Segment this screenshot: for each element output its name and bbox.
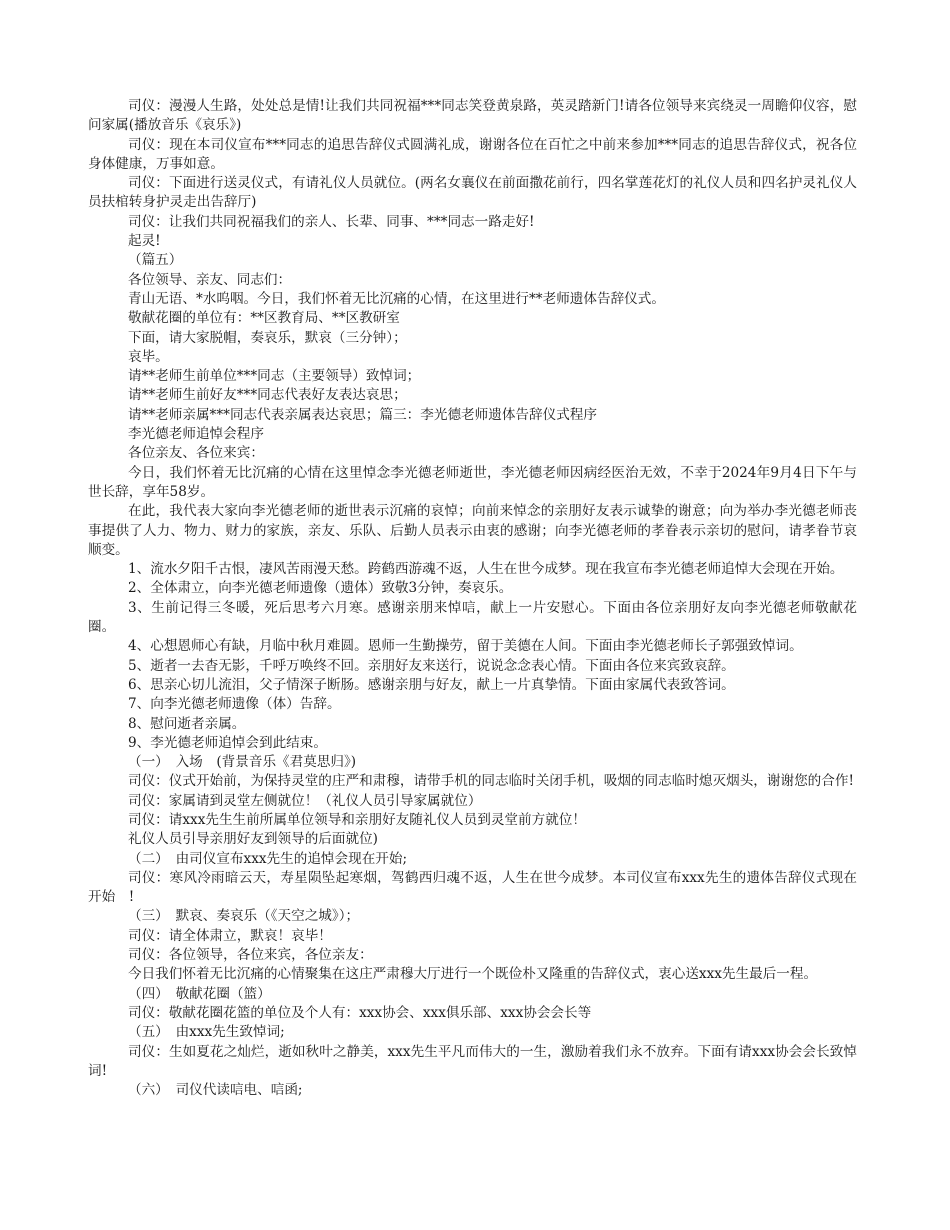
list-item: 6、思亲心切儿流泪，父子情深子断肠。感谢亲朋与好友，献上一片真挚情。下面由家属代表致答词。 bbox=[128, 676, 735, 693]
paragraph: 今日我们怀着无比沉痛的心情聚集在这庄严肃穆大厅进行一个既俭朴又隆重的告辞仪式，衷心送xxx先生最后一程。 bbox=[128, 966, 818, 983]
paragraph: 起灵! bbox=[128, 233, 161, 250]
paragraph: 在此，我代表大家向李光德老师的逝世表示沉痛的哀悼；向前来悼念的亲朋好友表示诚挚的谢意；向为举办李光德老师丧事提供了人力、物力、财力的家族，亲友、乐队、后勤人员表示由衷的感谢；向李光德老师的孝眷表示亲切的慰问，请孝眷节哀顺变。 bbox=[88, 503, 857, 558]
paragraph: 司仪：下面进行送灵仪式，有请礼仪人员就位。(两名女襄仪在前面撒花前行，四名掌莲花灯的礼仪人员和四名护灵礼仪人员扶棺转身护灵走出告辞厅) bbox=[88, 175, 857, 211]
paragraph: 礼仪人员引导亲朋好友到领导的后面就位) bbox=[128, 831, 378, 848]
paragraph: 司仪：漫漫人生路，处处总是情!让我们共同祝福***同志笑登黄泉路，英灵踏新门!请各位领导来宾绕灵一周瞻仰仪容，慰问家属(播放音乐《哀乐》) bbox=[88, 98, 857, 134]
list-item: 7、向李光德老师遗像（体）告辞。 bbox=[128, 696, 341, 713]
list-item: 5、逝者一去杳无影，千呼万唤终不回。亲朋好友来送行，说说念念表心情。下面由各位来宾致哀辞。 bbox=[128, 657, 735, 674]
paragraph: 司仪：各位领导，各位来宾，各位亲友： bbox=[128, 947, 373, 964]
section-heading: （四） 敬献花圈（篮） bbox=[128, 985, 271, 1002]
paragraph: 司仪：仪式开始前，为保持灵堂的庄严和肃穆，请带手机的同志临时关闭手机，吸烟的同志临时熄灭烟头，谢谢您的合作! bbox=[128, 773, 854, 790]
paragraph: 请**老师生前好友***同志代表好友表达哀思； bbox=[128, 387, 407, 404]
paragraph: 今日，我们怀着无比沉痛的心情在这里悼念李光德老师逝世，李光德老师因病经医治无效，不幸于2024年9月4日下午与世长辞，享年58岁。 bbox=[88, 464, 857, 500]
section-heading: （篇五） bbox=[128, 252, 183, 269]
paragraph: 司仪：家属请到灵堂左侧就位！（礼仪人员引导家属就位） bbox=[128, 792, 482, 809]
paragraph: 司仪：请全体肃立，默哀！哀毕！ bbox=[128, 927, 332, 944]
paragraph: 各位亲友、各位来宾： bbox=[128, 445, 264, 462]
list-item: 2、全体肃立，向李光德老师遗像（遗体）致敬3分钟，奏哀乐。 bbox=[128, 580, 513, 597]
paragraph: 请**老师亲属***同志代表亲属表达哀思；篇三：李光德老师遗体告辞仪式程序 bbox=[128, 406, 597, 423]
paragraph: 哀毕。 bbox=[128, 348, 169, 365]
paragraph: 司仪：敬献花圈花篮的单位及个人有：xxx协会、xxx俱乐部、xxx协会会长等 bbox=[128, 1004, 592, 1021]
paragraph: 敬献花圈的单位有：**区教育局、**区教研室 bbox=[128, 310, 400, 327]
section-heading: 李光德老师追悼会程序 bbox=[128, 426, 264, 443]
list-item: 3、生前记得三冬暖，死后思考六月寒。感谢亲朋来悼唁，献上一片安慰心。下面由各位亲朋好友向李光德老师敬献花圈。 bbox=[88, 599, 857, 636]
section-heading: （一） 入场 (背景音乐《君莫思归》) bbox=[128, 754, 357, 771]
section-heading: （二） 由司仪宣布xxx先生的追悼会现在开始; bbox=[128, 850, 408, 867]
paragraph: 司仪：生如夏花之灿烂，逝如秋叶之静美，xxx先生平凡而伟大的一生，激励着我们永不放弃。下面有请xxx协会会长致悼词! bbox=[88, 1043, 857, 1079]
section-heading: （五） 由xxx先生致悼词; bbox=[128, 1024, 285, 1041]
list-item: 1、流水夕阳千古恨，凄风苦雨漫天愁。跨鹤西游魂不返，人生在世今成梦。现在我宣布李光德老师追悼大会现在开始。 bbox=[128, 561, 844, 578]
paragraph: 司仪：寒风冷雨暗云天，寿星陨坠起寒烟，驾鹤西归魂不返，人生在世今成梦。本司仪宣布xxx先生的遗体告辞仪式现在开始 ! bbox=[88, 869, 857, 906]
document-body bbox=[88, 97, 857, 1100]
paragraph: 青山无语、*水呜咽。今日，我们怀着无比沉痛的心情，在这里进行**老师遗体告辞仪式。 bbox=[128, 290, 665, 307]
section-heading: （三） 默哀、奏哀乐（《天空之城》）； bbox=[128, 908, 360, 925]
paragraph: 司仪：请xxx先生生前所属单位领导和亲朋好友随礼仪人员到灵堂前方就位！ bbox=[128, 811, 586, 828]
list-item: 4、心想恩师心有缺，月临中秋月难圆。恩师一生勤操劳，留于美德在人间。下面由李光德老师长子郭强致悼词。 bbox=[128, 638, 803, 655]
paragraph: 请**老师生前单位***同志（主要领导）致悼词； bbox=[128, 368, 421, 385]
paragraph: 司仪：让我们共同祝福我们的亲人、长辈、同事、***同志一路走好! bbox=[128, 213, 535, 230]
paragraph: 下面，请大家脱帽，奏哀乐，默哀（三分钟）； bbox=[128, 329, 407, 346]
paragraph: 司仪：现在本司仪宣布***同志的追思告辞仪式圆满礼成，谢谢各位在百忙之中前来参加***同志的追思告辞仪式，祝各位身体健康，万事如意。 bbox=[88, 136, 857, 172]
list-item: 8、慰问逝者亲属。 bbox=[128, 715, 246, 732]
paragraph: 各位领导、亲友、同志们： bbox=[128, 271, 292, 288]
list-item: 9、李光德老师追悼会到此结束。 bbox=[128, 734, 327, 751]
section-heading: （六） 司仪代读唁电、唁函; bbox=[128, 1082, 303, 1099]
